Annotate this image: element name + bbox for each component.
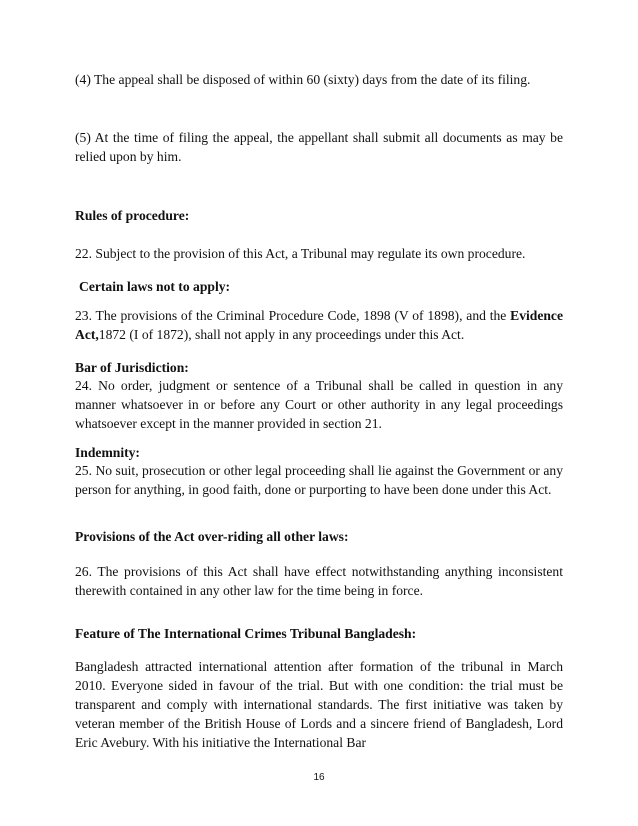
paragraph-section-23 <box>75 306 563 344</box>
heading-rules-of-procedure: Rules of procedure: <box>75 208 190 223</box>
paragraph-feature: Bangladesh attracted international attention after formation of the tribunal in March 2010. Everyone sided in favour of the trial. But with one condition: the trial must be transparent and comply with international standards. The first initiative was taken by veteran member of the British House of Lords and a sincere friend of Bangladesh, Lord Eric Avebury. With his initiative the International Bar <box>75 659 563 750</box>
paragraph-section-22: 22. Subject to the provision of this Act, a Tribunal may regulate its own procedure. <box>75 246 526 261</box>
heading-indemnity: Indemnity: <box>75 445 140 460</box>
heading-feature: Feature of The International Crimes Tribunal Bangladesh: <box>75 626 417 641</box>
paragraph-section-24: 24. No order, judgment or sentence of a Tribunal shall be called in question in any manner whatsoever in or before any Court or other authority in any legal proceedings whatsoever except in the manner provided in section 21. <box>75 378 563 431</box>
evidence-act-bold: Evidence Act, <box>75 308 564 342</box>
section-23-text-start: 23. The provisions of the Criminal Procedure Code, 1898 (V of 1898), and the <box>75 308 507 323</box>
paragraph-appeal-4: (4) The appeal shall be disposed of within 60 (sixty) days from the date of its filing. <box>75 72 531 87</box>
paragraph-section-25: 25. No suit, prosecution or other legal proceeding shall lie against the Government or any person for anything, in good faith, done or purporting to have been done under this Act. <box>75 463 563 497</box>
paragraph-section-26: 26. The provisions of this Act shall have effect notwithstanding anything inconsistent therewith contained in any other law for the time being in force. <box>75 564 563 598</box>
heading-certain-laws: Certain laws not to apply: <box>79 279 231 294</box>
heading-bar-of-jurisdiction: Bar of Jurisdiction: <box>75 360 189 375</box>
section-23-text-end: 1872 (I of 1872), shall not apply in any proceedings under this Act. <box>98 327 465 342</box>
heading-over-riding: Provisions of the Act over-riding all other laws: <box>75 529 349 544</box>
page-number: 16 <box>313 772 325 783</box>
paragraph-appeal-5: (5) At the time of filing the appeal, the appellant shall submit all documents as may be relied upon by him. <box>75 130 563 164</box>
